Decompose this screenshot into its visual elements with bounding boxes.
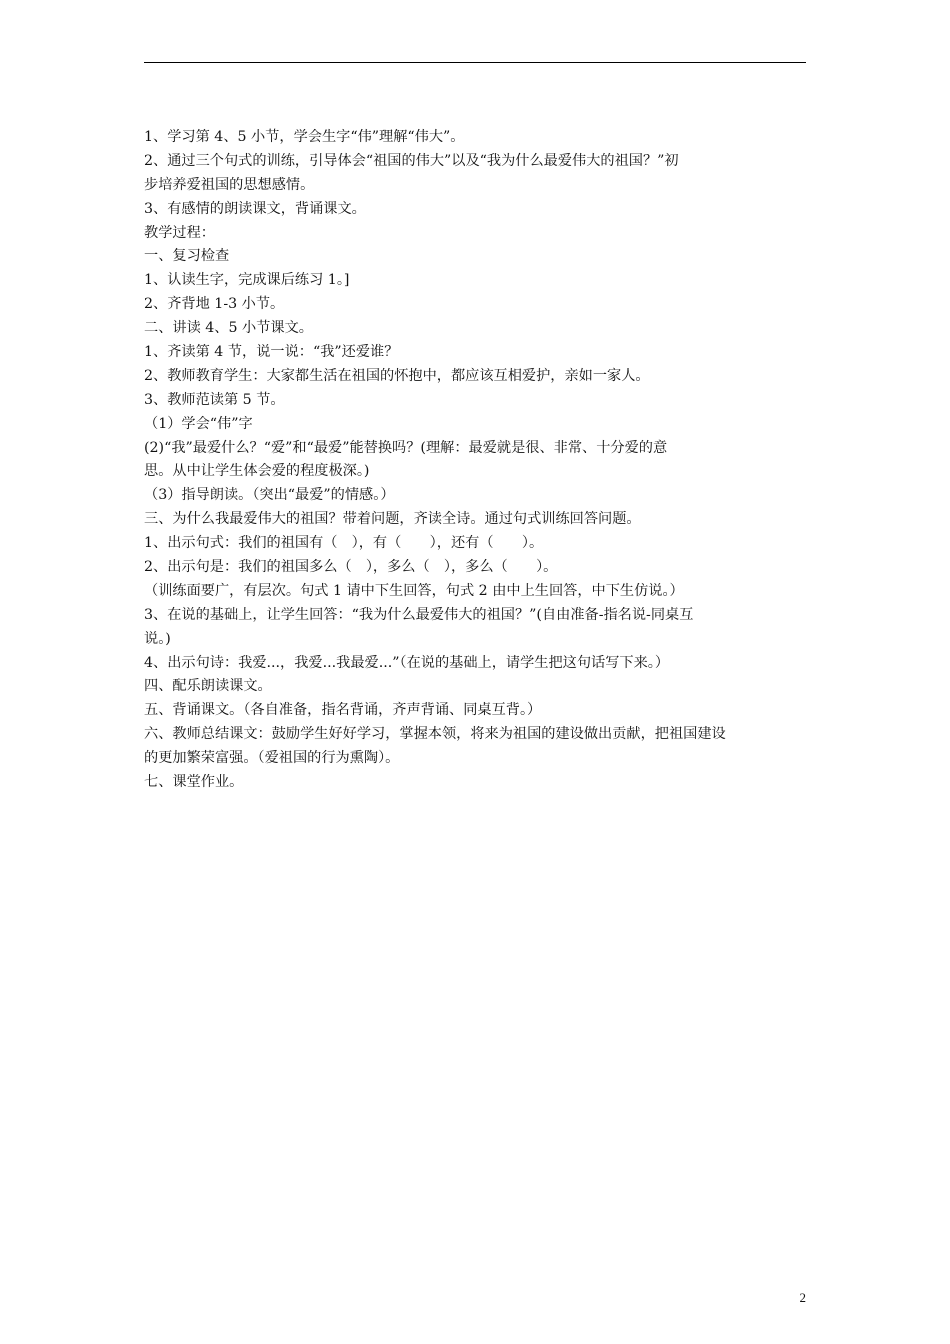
- text-line: 3、有感情的朗读课文，背诵课文。: [144, 200, 366, 217]
- text-line: 说。): [144, 630, 171, 647]
- page-number: 2: [799, 1290, 806, 1305]
- text-line: 1、出示句式：我们的祖国有（ ），有（ ），还有（ ）。: [144, 535, 544, 552]
- text-line: 1、认读生字，完成课后练习 1。]: [144, 272, 350, 289]
- header-rule: [144, 62, 806, 63]
- text-line: （1）学会“伟”字: [144, 415, 253, 432]
- text-line: 思。从中让学生体会爱的程度极深。): [144, 463, 370, 480]
- text-line: 步培养爱祖国的思想感情。: [144, 176, 315, 193]
- text-line: （训练面要广，有层次。句式 1 请中下生回答，句式 2 由中上生回答，中下生仿说。）: [144, 582, 684, 599]
- text-line: 3、教师范读第 5 节。: [144, 391, 285, 408]
- section-heading: 一、复习检查: [144, 248, 230, 265]
- text-line: 3、在说的基础上，让学生回答：“我为什么最爱伟大的祖国？”(自由准备-指名说-同桌互: [144, 606, 694, 623]
- text-line: 2、出示句是：我们的祖国多么（ ），多么（ ），多么（ ）。: [144, 559, 558, 576]
- text-line: 2、教师教育学生：大家都生活在祖国的怀抱中，都应该互相爱护，亲如一家人。: [144, 367, 650, 384]
- section-heading: 七、课堂作业。: [144, 774, 244, 791]
- section-heading: 教学过程：: [144, 224, 215, 241]
- section-heading: 五、背诵课文。（各自准备，指名背诵，齐声背诵、同桌互背。）: [144, 702, 542, 719]
- document-body: [144, 126, 808, 795]
- section-heading: 四、配乐朗读课文。: [144, 678, 272, 695]
- text-line: 1、齐读第 4 节，说一说：“我”还爱谁？: [144, 344, 399, 361]
- text-line: 2、通过三个句式的训练，引导体会“祖国的伟大”以及“我为什么最爱伟大的祖国？”初: [144, 152, 679, 169]
- text-line: 1、学习第 4、5 小节，学会生字“伟”理解“伟大”。: [144, 129, 465, 145]
- text-line: 的更加繁荣富强。（爱祖国的行为熏陶）。: [144, 750, 400, 767]
- section-heading: 六、教师总结课文：鼓励学生好好学习，掌握本领，将来为祖国的建设做出贡献，把祖国建设: [144, 726, 726, 743]
- text-line: 2、齐背地 1-3 小节。: [144, 296, 285, 313]
- section-heading: 二、讲读 4、5 小节课文。: [144, 320, 313, 337]
- text-line: （3）指导朗读。（突出“最爱”的情感。）: [144, 487, 395, 504]
- section-heading: 三、为什么我最爱伟大的祖国？带着问题，齐读全诗。通过句式训练回答问题。: [144, 511, 641, 528]
- text-line: (2)“我”最爱什么？“爱”和“最爱”能替换吗？(理解：最爱就是很、非常、十分爱的意: [144, 439, 668, 456]
- text-line: 4、出示句诗：我爱...，我爱...我最爱...”（在说的基础上，请学生把这句话写下来。）: [144, 654, 670, 671]
